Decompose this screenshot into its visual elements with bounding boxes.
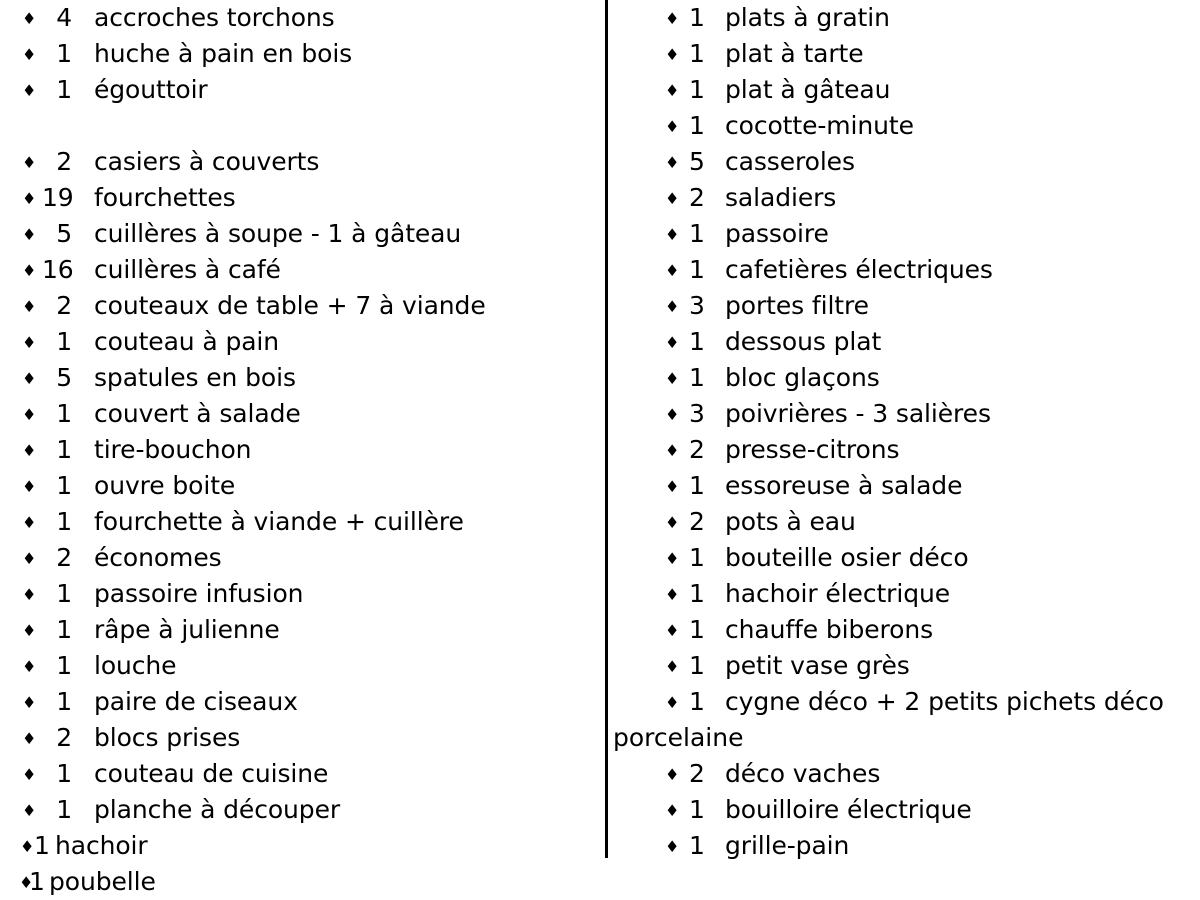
- diamond-bullet-icon: ♦: [665, 333, 680, 352]
- list-item: [0, 720, 600, 756]
- list-item: [608, 792, 1200, 828]
- item-label: spatules en bois: [94, 363, 296, 392]
- item-quantity: 4: [56, 3, 72, 32]
- item-label: blocs prises: [94, 723, 241, 752]
- list-item: [0, 360, 600, 396]
- item-label: râpe à julienne: [94, 615, 280, 644]
- item-quantity: 2: [56, 291, 72, 320]
- item-label: déco vaches: [725, 759, 881, 788]
- list-item: [0, 288, 600, 324]
- item-label: cocotte-minute: [725, 111, 914, 140]
- list-item: [0, 72, 600, 108]
- list-item: [608, 72, 1200, 108]
- diamond-bullet-icon: ♦: [665, 837, 680, 856]
- item-quantity: 19: [42, 183, 74, 212]
- item-label: essoreuse à salade: [725, 471, 963, 500]
- item-label: fourchette à viande + cuillère: [94, 507, 464, 536]
- list-item: [0, 396, 600, 432]
- list-item: [0, 576, 600, 612]
- diamond-bullet-icon: ♦: [665, 765, 680, 784]
- item-quantity: 5: [689, 147, 705, 176]
- diamond-bullet-icon: ♦: [665, 117, 680, 136]
- item-label: cuillères à café: [94, 255, 281, 284]
- list-item: [0, 828, 600, 864]
- item-label: louche: [94, 651, 177, 680]
- item-label: bouilloire électrique: [725, 795, 972, 824]
- diamond-bullet-icon: ♦: [22, 81, 37, 100]
- diamond-bullet-icon: ♦: [665, 801, 680, 820]
- item-quantity: 1: [689, 75, 705, 104]
- item-quantity: 1: [689, 39, 705, 68]
- list-item: [608, 396, 1200, 432]
- diamond-bullet-icon: ♦: [22, 45, 37, 64]
- item-label-continuation: porcelaine: [613, 723, 744, 752]
- item-quantity: 2: [689, 507, 705, 536]
- list-item: [0, 648, 600, 684]
- item-label: saladiers: [725, 183, 837, 212]
- item-quantity: 1: [689, 615, 705, 644]
- item-quantity: 1: [689, 219, 705, 248]
- item-label: plats à gratin: [725, 3, 890, 32]
- item-quantity: 1: [689, 687, 705, 716]
- list-item: [0, 252, 600, 288]
- list-item: [0, 684, 600, 720]
- diamond-bullet-icon: ♦: [22, 225, 37, 244]
- item-quantity: 2: [56, 147, 72, 176]
- item-quantity: 1: [56, 651, 72, 680]
- item-quantity: 1: [29, 867, 45, 896]
- diamond-bullet-icon: ♦: [665, 153, 680, 172]
- diamond-bullet-icon: ♦: [665, 45, 680, 64]
- item-label: paire de ciseaux: [94, 687, 298, 716]
- list-item: [0, 324, 600, 360]
- diamond-bullet-icon: ♦: [665, 189, 680, 208]
- item-quantity: 1: [56, 75, 72, 104]
- item-label: couteau de cuisine: [94, 759, 329, 788]
- item-quantity: 2: [56, 543, 72, 572]
- item-label: casseroles: [725, 147, 855, 176]
- item-quantity: 1: [56, 39, 72, 68]
- item-quantity: 1: [689, 831, 705, 860]
- diamond-bullet-icon: ♦: [22, 513, 37, 532]
- item-label: hachoir électrique: [725, 579, 950, 608]
- item-label: bouteille osier déco: [725, 543, 969, 572]
- list-item: [608, 756, 1200, 792]
- item-label: passoire infusion: [94, 579, 304, 608]
- item-label: dessous plat: [725, 327, 882, 356]
- item-label: presse-citrons: [725, 435, 900, 464]
- item-quantity: 1: [689, 471, 705, 500]
- item-label: poubelle: [49, 867, 156, 896]
- list-item: [0, 144, 600, 180]
- list-item: [608, 504, 1200, 540]
- diamond-bullet-icon: ♦: [665, 549, 680, 568]
- item-quantity: 1: [56, 435, 72, 464]
- item-quantity: 2: [56, 723, 72, 752]
- diamond-bullet-icon: ♦: [22, 477, 37, 496]
- diamond-bullet-icon: ♦: [665, 81, 680, 100]
- item-label: tire-bouchon: [94, 435, 252, 464]
- diamond-bullet-icon: ♦: [665, 297, 680, 316]
- item-quantity: 1: [689, 327, 705, 356]
- diamond-bullet-icon: ♦: [665, 477, 680, 496]
- item-label: huche à pain en bois: [94, 39, 353, 68]
- item-quantity: 1: [56, 471, 72, 500]
- item-quantity: 2: [689, 183, 705, 212]
- list-item: [608, 540, 1200, 576]
- item-quantity: 1: [689, 3, 705, 32]
- diamond-bullet-icon: ♦: [665, 621, 680, 640]
- item-label: grille-pain: [725, 831, 850, 860]
- list-item: [0, 36, 600, 72]
- item-label: économes: [94, 543, 222, 572]
- list-item: [0, 612, 600, 648]
- list-item: [0, 180, 600, 216]
- item-label: casiers à couverts: [94, 147, 320, 176]
- diamond-bullet-icon: ♦: [22, 9, 37, 28]
- right-column: [608, 0, 1200, 864]
- item-label: fourchettes: [94, 183, 236, 212]
- diamond-bullet-icon: ♦: [22, 549, 37, 568]
- diamond-bullet-icon: ♦: [22, 333, 37, 352]
- item-quantity: 3: [689, 291, 705, 320]
- diamond-bullet-icon: ♦: [20, 837, 35, 856]
- item-label: hachoir: [55, 831, 148, 860]
- list-item: [0, 432, 600, 468]
- item-label: couvert à salade: [94, 399, 301, 428]
- list-item: [608, 684, 1200, 720]
- diamond-bullet-icon: ♦: [665, 261, 680, 280]
- item-label: passoire: [725, 219, 829, 248]
- diamond-bullet-icon: ♦: [22, 441, 37, 460]
- diamond-bullet-icon: ♦: [22, 153, 37, 172]
- list-item: [0, 864, 600, 900]
- diamond-bullet-icon: ♦: [22, 189, 37, 208]
- item-label: petit vase grès: [725, 651, 910, 680]
- list-item: [608, 828, 1200, 864]
- diamond-bullet-icon: ♦: [665, 405, 680, 424]
- diamond-bullet-icon: ♦: [22, 405, 37, 424]
- list-spacer: [0, 108, 600, 144]
- item-label: chauffe biberons: [725, 615, 934, 644]
- item-quantity: 5: [56, 363, 72, 392]
- item-quantity: 1: [689, 579, 705, 608]
- list-item: [608, 468, 1200, 504]
- diamond-bullet-icon: ♦: [22, 297, 37, 316]
- list-item: [0, 540, 600, 576]
- item-label: couteaux de table + 7 à viande: [94, 291, 486, 320]
- item-quantity: 1: [56, 615, 72, 644]
- item-quantity: 1: [689, 795, 705, 824]
- item-label: planche à découper: [94, 795, 341, 824]
- item-quantity: 1: [56, 579, 72, 608]
- list-item: [608, 36, 1200, 72]
- diamond-bullet-icon: ♦: [665, 693, 680, 712]
- item-quantity: 5: [56, 219, 72, 248]
- list-item: [0, 792, 600, 828]
- item-quantity: 1: [34, 831, 50, 860]
- item-quantity: 2: [689, 435, 705, 464]
- item-quantity: 1: [56, 795, 72, 824]
- item-quantity: 1: [56, 399, 72, 428]
- list-item: [0, 756, 600, 792]
- diamond-bullet-icon: ♦: [22, 621, 37, 640]
- item-quantity: 1: [56, 327, 72, 356]
- item-label: pots à eau: [725, 507, 856, 536]
- list-item: [608, 144, 1200, 180]
- diamond-bullet-icon: ♦: [22, 729, 37, 748]
- list-item: [608, 180, 1200, 216]
- item-label: bloc glaçons: [725, 363, 880, 392]
- list-item: [0, 504, 600, 540]
- item-label: plat à tarte: [725, 39, 864, 68]
- diamond-bullet-icon: ♦: [665, 585, 680, 604]
- list-item: [608, 0, 1200, 36]
- list-item: [608, 648, 1200, 684]
- item-label: accroches torchons: [94, 3, 335, 32]
- item-quantity: 1: [689, 651, 705, 680]
- item-quantity: 1: [56, 759, 72, 788]
- diamond-bullet-icon: ♦: [665, 441, 680, 460]
- diamond-bullet-icon: ♦: [19, 873, 34, 892]
- item-label: portes filtre: [725, 291, 869, 320]
- item-label: égouttoir: [94, 75, 208, 104]
- item-label: cuillères à soupe - 1 à gâteau: [94, 219, 462, 248]
- diamond-bullet-icon: ♦: [22, 261, 37, 280]
- item-label: cafetières électriques: [725, 255, 993, 284]
- item-quantity: 1: [689, 255, 705, 284]
- item-quantity: 1: [56, 687, 72, 716]
- diamond-bullet-icon: ♦: [22, 585, 37, 604]
- diamond-bullet-icon: ♦: [22, 801, 37, 820]
- list-item: [608, 108, 1200, 144]
- diamond-bullet-icon: ♦: [665, 225, 680, 244]
- item-quantity: 2: [689, 759, 705, 788]
- inventory-list-right: [608, 0, 1200, 864]
- item-label: cygne déco + 2 petits pichets déco: [725, 687, 1164, 716]
- diamond-bullet-icon: ♦: [665, 657, 680, 676]
- item-quantity: 1: [689, 543, 705, 572]
- item-quantity: 1: [689, 111, 705, 140]
- list-item: [608, 324, 1200, 360]
- diamond-bullet-icon: ♦: [22, 693, 37, 712]
- diamond-bullet-icon: ♦: [665, 369, 680, 388]
- item-label: ouvre boite: [94, 471, 236, 500]
- list-item: [608, 216, 1200, 252]
- list-item: [0, 468, 600, 504]
- item-label: plat à gâteau: [725, 75, 891, 104]
- diamond-bullet-icon: ♦: [665, 513, 680, 532]
- item-label: poivrières - 3 salières: [725, 399, 991, 428]
- diamond-bullet-icon: ♦: [22, 765, 37, 784]
- item-quantity: 1: [689, 363, 705, 392]
- list-item: [608, 288, 1200, 324]
- diamond-bullet-icon: ♦: [665, 9, 680, 28]
- diamond-bullet-icon: ♦: [22, 369, 37, 388]
- list-item: [0, 216, 600, 252]
- list-item: [608, 252, 1200, 288]
- list-item: [608, 612, 1200, 648]
- list-item: [608, 432, 1200, 468]
- item-label: couteau à pain: [94, 327, 280, 356]
- item-quantity: 16: [42, 255, 74, 284]
- item-quantity: 3: [689, 399, 705, 428]
- list-item: [608, 576, 1200, 612]
- list-item: [0, 0, 600, 36]
- list-item: [608, 360, 1200, 396]
- item-quantity: 1: [56, 507, 72, 536]
- diamond-bullet-icon: ♦: [22, 657, 37, 676]
